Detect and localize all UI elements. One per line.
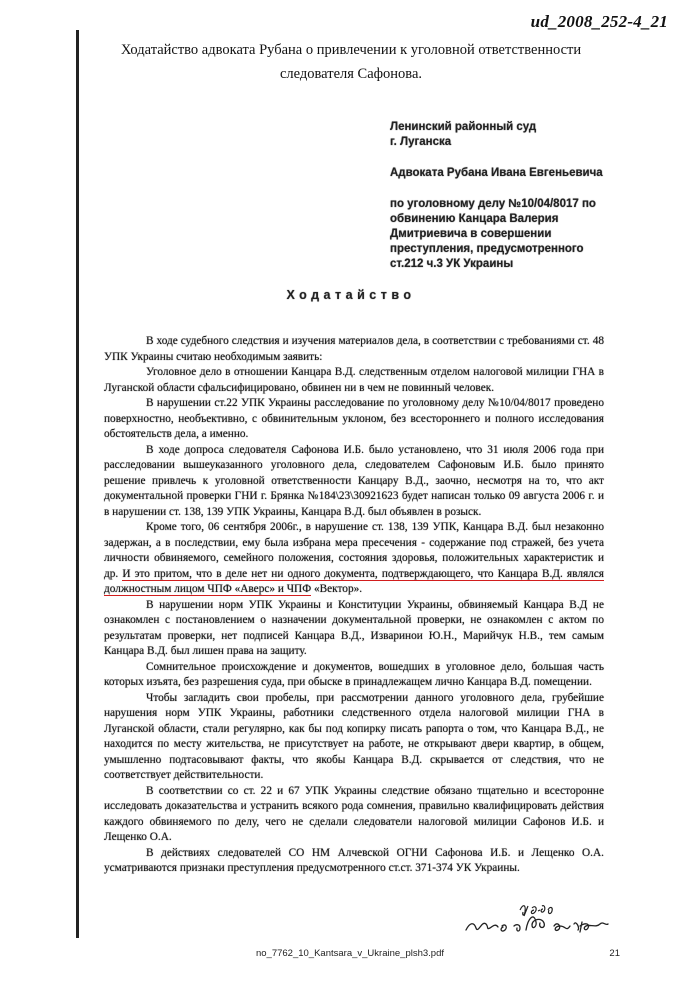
document-id: ud_2008_252-4_21: [530, 12, 668, 31]
case-line-4: преступления, предусмотренного: [390, 243, 584, 255]
paragraph-8: Чтобы загладить свои пробелы, при рассмотрении данного уголовного дела, грубейшие нарушения норм УПК Украины, работники следственного отдела налоговой милиции ГНА в Луганской области, стали регулярно, как бы под копирку писать рапорта о том, что Канцара В.Д., не находится по месту жительства, не присутствует на работе, не открывают двери квартир, в общем, умышленно подтасовывают факты, что якобы Канцара В.Д. скрывается от следствия, что не соответствует действительности.: [104, 691, 604, 781]
case-line-2: обвинению Канцара Валерия: [390, 213, 559, 225]
paragraph-5: [104, 520, 604, 598]
title-line-2: следователя Сафонова.: [279, 66, 423, 82]
addressee-city: г. Луганска: [390, 136, 452, 148]
scan-left-edge: [76, 30, 79, 938]
title-line-1: Ходатайство адвоката Рубана о привлечении к уголовной ответственности: [120, 42, 582, 58]
handwritten-signature: [462, 896, 612, 940]
paragraph-4: В ходе допроса следователя Сафонова И.Б. было установлено, что 31 июля 2006 года при расследовании вышеуказанного уголовного дела, следователем Сафоновым И.Б. было принято решение привлечь к уголовной ответственности Канцару В.Д., заочно, несмотря на то, что акт документальной проверки ГНИ г. Брянка №184\23\30921623 будет написан только 09 августа 2006 г. и в нарушении ст. 138, 139 УПК Украины, Канцара В.Д. был объявлен в розыск.: [104, 443, 604, 518]
footer-page-number: 21: [609, 948, 620, 959]
paragraph-5-end: «Вектор».: [311, 583, 363, 595]
document-title: [86, 38, 616, 86]
addressee-court: Ленинский районный суд: [390, 121, 537, 133]
paragraph-3: В нарушении ст.22 УПК Украины расследование по уголовному делу №10/04/8017 проведено поверхностно, необъективно, с обвинительным уклоном, без всестороннего и полного исследования обстоятельств дела, а именно.: [104, 397, 604, 440]
case-line-1: по уголовному делу №10/04/8017 по: [390, 198, 596, 210]
case-line-5: ст.212 ч.3 УК Украины: [390, 258, 514, 270]
paragraph-7: Сомнительное происхождение и документов, вошедших в уголовное дело, большая часть которых изъята, без разрешения суда, при обыске в принадлежащем лично Канцара В.Д. помещении.: [104, 660, 604, 688]
paragraph-6: В нарушении норм УПК Украины и Конституции Украины, обвиняемый Канцара В.Д не ознакомлен с постановлением о назначении документальной проверки, не ознакомлен с актом по результатам проверки, нет подписей Канцара В.Д., Изваринои Ю.Н., Марийчук Н.В., тем самым Канцара В.Д. был лишен права на защиту.: [104, 598, 604, 657]
paragraph-10: В действиях следователей СО НМ Алчевской ОГНИ Сафонова И.Б. и Лещенко О.А. усматриваются признаки преступления предусмотренного ст.ст. 371-374 УК Украины.: [104, 846, 604, 874]
footer-filename: no_7762_10_Kantsara_v_Ukraine_plsh3.pdf: [255, 948, 445, 959]
signature-scribble-icon: [462, 896, 612, 940]
petition-heading: Ходатайство: [286, 288, 416, 302]
paragraph-2: Уголовное дело в отношении Канцара В.Д. следственным отделом налоговой милиции ГНА в Луганской области сфальсифицировано, обвинен ни в чем не повинный человек.: [104, 366, 604, 394]
paragraph-9: В соответствии со ст. 22 и 67 УПК Украины следствие обязано тщательно и всесторонне исследовать доказательства и устранить всякого рода сомнения, правильно квалифицировать действия каждого обвиняемого по делу, чего не сделали следователи налоговой милиции Сафонов И.Б. и Лещенко О.А.: [104, 784, 604, 843]
addressee-block: [390, 120, 610, 272]
case-line-3: Дмитриевича в совершении: [390, 228, 552, 240]
petition-body: [104, 334, 604, 877]
paragraph-5-start: Кроме того, 06 сентября 2006г., в нарушение ст. 138, 139 УПК, Канцара В.Д. был незаконно задержан, а в последствии, ему была избрана мера пресечения - содержание под стражей, без учета личности обвиняемого, семейного положения, состояния здоровья, положительных характеристик и др.: [104, 521, 604, 580]
paragraph-1: В ходе судебного следствия и изучения материалов дела, в соответствии с требованиями ст. 48 УПК Украины считаю необходимым заявить:: [104, 335, 604, 363]
red-underlined-passage: И это притом, что в деле нет ни одного документа, подтверждающего, что Канцара В.Д. являлся должностным лицом ЧПФ «Аверс» и ЧПФ: [104, 567, 604, 595]
addressee-lawyer: Адвоката Рубана Ивана Евгеньевича: [390, 167, 603, 179]
